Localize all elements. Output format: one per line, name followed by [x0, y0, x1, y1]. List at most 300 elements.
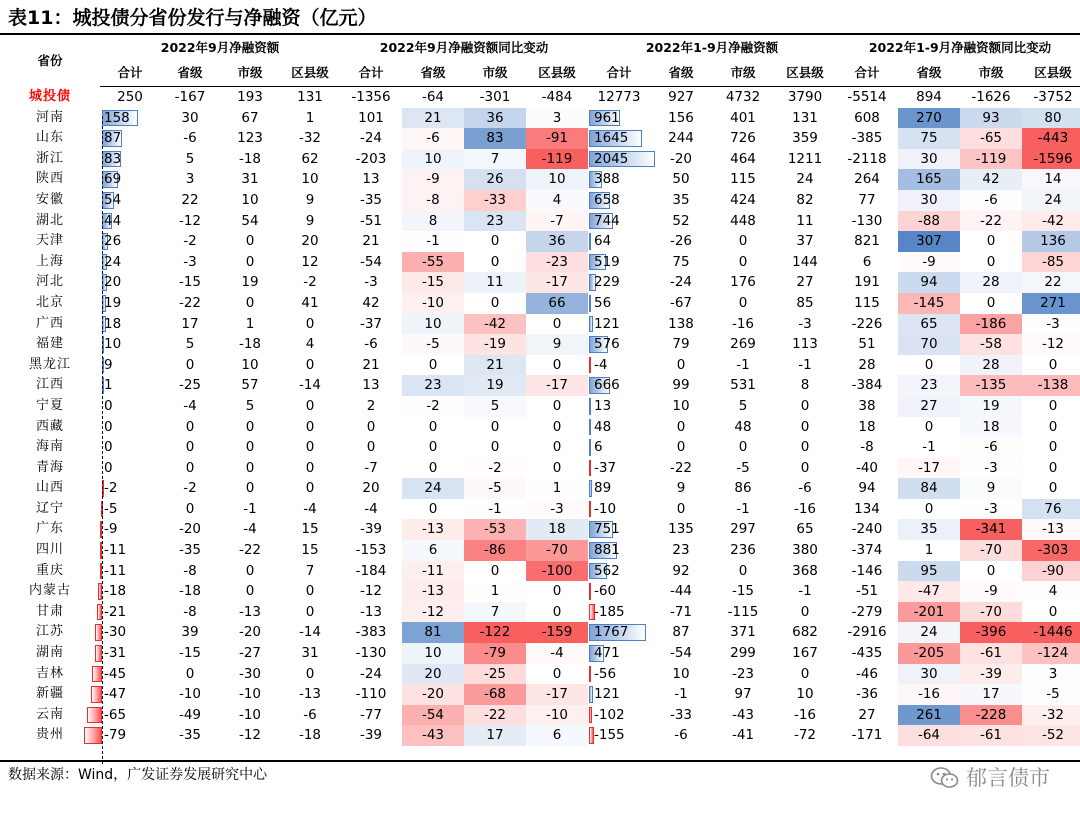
- cell-value: -70: [526, 540, 588, 561]
- cell-value: -115: [727, 603, 759, 620]
- cell-value: -13: [359, 603, 383, 620]
- cell-value: 11: [796, 212, 814, 229]
- cell-value: -12: [402, 602, 464, 623]
- cell-value: 10: [104, 336, 122, 353]
- cell-value: -1: [898, 437, 960, 458]
- cell-value: 0: [738, 233, 748, 250]
- cell-value: 368: [792, 562, 818, 579]
- bar-cell: [588, 643, 650, 664]
- bar-cell: [100, 499, 160, 520]
- table-row: [0, 519, 1080, 540]
- cell-value: 726: [730, 130, 756, 147]
- cell-value: 10: [526, 169, 588, 190]
- cell-value: 1: [526, 478, 588, 499]
- cell-value: -9: [104, 521, 118, 538]
- cell-value: 24: [104, 253, 122, 270]
- subcol-header: 区县级: [280, 60, 340, 87]
- cell-value: -119: [526, 149, 588, 170]
- subcol-header: 合计: [588, 60, 650, 87]
- cell-value: 83: [104, 150, 122, 167]
- cell-value: -33: [464, 190, 526, 211]
- bar-cell: [100, 128, 160, 149]
- cell-value: -5514: [847, 89, 887, 105]
- cell-value: 83: [464, 128, 526, 149]
- cell-value: -6: [183, 130, 197, 147]
- cell-value: -23: [526, 252, 588, 273]
- cell-value: 0: [960, 231, 1022, 252]
- table-row: [0, 437, 1080, 458]
- cell-value: 1: [245, 315, 255, 332]
- cell-value: -42: [1022, 211, 1080, 232]
- cell-value: -119: [960, 149, 1022, 170]
- cell-value: -90: [1022, 561, 1080, 582]
- province-name: 天津: [35, 233, 64, 249]
- cell-value: 0: [1022, 417, 1080, 438]
- cell-value: -201: [898, 602, 960, 623]
- bottom-rule: [0, 760, 1080, 762]
- cell-value: -24: [359, 130, 383, 147]
- cell-value: 0: [402, 499, 464, 520]
- cell-value: 0: [305, 665, 315, 682]
- cell-value: -3: [526, 499, 588, 520]
- table-row: [0, 314, 1080, 335]
- cell-value: 20: [104, 274, 122, 291]
- cell-value: -2: [464, 458, 526, 479]
- cell-value: 62: [301, 150, 319, 167]
- cell-value: -6: [798, 480, 812, 497]
- cell-value: 138: [668, 315, 694, 332]
- cell-value: -39: [359, 727, 383, 744]
- cell-value: 1: [898, 540, 960, 561]
- cell-value: 261: [898, 705, 960, 726]
- province-name: 江苏: [35, 624, 64, 640]
- cell-value: -240: [851, 521, 883, 538]
- cell-value: 66: [526, 293, 588, 314]
- cell-value: 0: [245, 459, 255, 476]
- cell-value: -205: [898, 643, 960, 664]
- cell-value: -37: [359, 315, 383, 332]
- cell-value: 0: [898, 499, 960, 520]
- cell-value: 101: [358, 109, 384, 126]
- cell-value: 81: [402, 622, 464, 643]
- province-name: 西藏: [35, 418, 64, 434]
- bar-cell: [588, 417, 650, 438]
- cell-value: -10: [238, 706, 262, 723]
- cell-value: -186: [960, 314, 1022, 335]
- cell-value: 15: [301, 521, 319, 538]
- cell-value: 751: [594, 521, 620, 538]
- cell-value: 36: [526, 231, 588, 252]
- cell-value: 75: [898, 128, 960, 149]
- cell-value: 79: [672, 336, 690, 353]
- cell-value: 0: [800, 459, 810, 476]
- bar-cell: [588, 581, 650, 602]
- cell-value: 0: [104, 418, 113, 435]
- cell-value: -13: [402, 519, 464, 540]
- cell-value: -13: [238, 603, 262, 620]
- cell-value: -6: [960, 190, 1022, 211]
- cell-value: 0: [960, 561, 1022, 582]
- cell-value: 93: [960, 108, 1022, 129]
- cell-value: 26: [464, 169, 526, 190]
- cell-value: 3790: [787, 89, 823, 105]
- province-name: 河北: [35, 274, 64, 290]
- cell-value: 5: [738, 397, 748, 414]
- cell-value: 64: [594, 233, 612, 250]
- province-header: 省份: [37, 53, 63, 69]
- cell-value: 19: [960, 396, 1022, 417]
- cell-value: 666: [594, 377, 620, 394]
- subcol-header: 省级: [160, 60, 220, 87]
- cell-value: 85: [796, 294, 814, 311]
- cell-value: 54: [241, 212, 259, 229]
- bar-cell: [588, 334, 650, 355]
- table-row: [0, 355, 1080, 376]
- cell-value: -130: [851, 212, 883, 229]
- cell-value: 27: [796, 274, 814, 291]
- bar-cell: [100, 375, 160, 396]
- cell-value: -54: [402, 705, 464, 726]
- cell-value: 48: [594, 418, 612, 435]
- cell-value: 0: [676, 356, 686, 373]
- cell-value: 0: [402, 355, 464, 376]
- province-name: 湖南: [35, 645, 64, 661]
- cell-value: -30: [104, 624, 127, 641]
- cell-value: 0: [245, 253, 255, 270]
- cell-value: -22: [960, 211, 1022, 232]
- table-row: [0, 705, 1080, 726]
- cell-value: 0: [464, 417, 526, 438]
- group-header: 2022年9月净融资额同比变动: [379, 40, 549, 55]
- bar-cell: [588, 293, 650, 314]
- cell-value: -159: [526, 622, 588, 643]
- cell-value: 17: [464, 725, 526, 746]
- cell-value: 0: [402, 458, 464, 479]
- cell-value: 7: [464, 602, 526, 623]
- table-row: [0, 293, 1080, 314]
- cell-value: -4: [183, 397, 197, 414]
- cell-value: 28: [960, 272, 1022, 293]
- cell-value: -43: [402, 725, 464, 746]
- province-name: 青海: [35, 459, 64, 475]
- cell-value: 250: [117, 89, 143, 105]
- cell-value: 2045: [594, 150, 629, 167]
- cell-value: 7: [305, 562, 315, 579]
- cell-value: -18: [104, 583, 127, 600]
- cell-value: 0: [898, 417, 960, 438]
- cell-value: 99: [672, 377, 690, 394]
- cell-value: 19: [464, 375, 526, 396]
- cell-value: 0: [738, 439, 748, 456]
- cell-value: 11: [464, 272, 526, 293]
- subcol-header: 省级: [402, 60, 464, 87]
- cell-value: 65: [898, 314, 960, 335]
- cell-value: 123: [237, 130, 263, 147]
- cell-value: -54: [359, 253, 383, 270]
- cell-value: 270: [898, 108, 960, 129]
- table-row: [0, 664, 1080, 685]
- cell-value: -23: [731, 665, 755, 682]
- cell-value: 0: [305, 480, 315, 497]
- cell-value: -10: [238, 686, 262, 703]
- subcol-header: 区县级: [526, 60, 588, 87]
- cell-value: 20: [301, 233, 319, 250]
- cell-value: 0: [305, 356, 315, 373]
- cell-value: -6: [674, 727, 688, 744]
- cell-value: 18: [858, 418, 876, 435]
- cell-value: -17: [526, 375, 588, 396]
- table-row: [0, 190, 1080, 211]
- subcol-header: 省级: [898, 60, 960, 87]
- cell-value: 56: [594, 294, 612, 311]
- cell-value: 9: [305, 212, 315, 229]
- cell-value: 54: [104, 191, 122, 208]
- cell-value: -58: [960, 334, 1022, 355]
- cell-value: -79: [464, 643, 526, 664]
- bar-cell: [588, 190, 650, 211]
- cell-value: 464: [730, 150, 756, 167]
- province-name: 山西: [35, 480, 64, 496]
- cell-value: -88: [898, 211, 960, 232]
- data-table: [0, 36, 1080, 746]
- table-row: [0, 252, 1080, 273]
- cell-value: 0: [800, 665, 810, 682]
- cell-value: -20: [669, 150, 693, 167]
- cell-value: -65: [104, 706, 127, 723]
- cell-value: 5: [185, 150, 195, 167]
- cell-value: -1: [798, 356, 812, 373]
- cell-value: 144: [792, 253, 818, 270]
- cell-value: 24: [796, 171, 814, 188]
- cell-value: 0: [1022, 602, 1080, 623]
- cell-value: -70: [960, 540, 1022, 561]
- cell-value: 80: [1022, 108, 1080, 129]
- cell-value: 5: [464, 396, 526, 417]
- cell-value: -4: [364, 500, 378, 517]
- cell-value: 1: [305, 109, 315, 126]
- cell-value: -1: [464, 499, 526, 520]
- table-title: 表11：城投债分省份发行与净融资（亿元）: [8, 7, 377, 29]
- table-row: [0, 478, 1080, 499]
- bar-cell: [588, 211, 650, 232]
- cell-value: -122: [464, 622, 526, 643]
- cell-value: -3: [1022, 314, 1080, 335]
- cell-value: -228: [960, 705, 1022, 726]
- cell-value: -64: [421, 89, 445, 105]
- table-row: [0, 128, 1080, 149]
- cell-value: 115: [730, 171, 756, 188]
- cell-value: 48: [734, 418, 752, 435]
- bar-cell: [588, 602, 650, 623]
- cell-value: 229: [594, 274, 620, 291]
- province-name: 福建: [35, 336, 64, 352]
- table-row: [0, 87, 1080, 108]
- cell-value: 8: [800, 377, 810, 394]
- province-name: 陕西: [35, 171, 64, 187]
- cell-value: -100: [526, 561, 588, 582]
- bar-cell: [588, 108, 650, 129]
- cell-value: 87: [672, 624, 690, 641]
- bar-cell: [588, 519, 650, 540]
- cell-value: -2: [104, 480, 118, 497]
- cell-value: -155: [594, 727, 625, 744]
- cell-value: 20: [402, 664, 464, 685]
- cell-value: -24: [359, 665, 383, 682]
- cell-value: -2916: [847, 624, 887, 641]
- table-row: [0, 602, 1080, 623]
- cell-value: -1: [736, 500, 750, 517]
- cell-value: -17: [898, 458, 960, 479]
- cell-value: 9: [676, 480, 686, 497]
- subcol-header: 市级: [220, 60, 280, 87]
- cell-value: -18: [238, 336, 262, 353]
- cell-value: -8: [402, 190, 464, 211]
- bar-cell: [100, 149, 160, 170]
- cell-value: 0: [526, 437, 588, 458]
- bar-cell: [100, 705, 160, 726]
- cell-value: 0: [1022, 396, 1080, 417]
- cell-value: 44: [104, 212, 122, 229]
- cell-value: -9: [960, 581, 1022, 602]
- cell-value: 8: [402, 211, 464, 232]
- cell-value: 113: [792, 336, 818, 353]
- table-row: [0, 396, 1080, 417]
- bar-cell: [588, 375, 650, 396]
- cell-value: 52: [672, 212, 690, 229]
- province-name: 北京: [35, 294, 64, 310]
- cell-value: 744: [594, 212, 620, 229]
- cell-value: -41: [731, 727, 755, 744]
- cell-value: -301: [479, 89, 511, 105]
- bar-cell: [100, 272, 160, 293]
- cell-value: -3: [960, 499, 1022, 520]
- cell-value: -85: [1022, 252, 1080, 273]
- cell-value: 0: [1022, 478, 1080, 499]
- cell-value: -6: [960, 437, 1022, 458]
- cell-value: 448: [730, 212, 756, 229]
- cell-value: -26: [669, 233, 693, 250]
- cell-value: 65: [796, 521, 814, 538]
- cell-value: 1211: [787, 150, 823, 167]
- cell-value: 0: [526, 458, 588, 479]
- cell-value: 0: [245, 418, 255, 435]
- province-name: 甘肃: [35, 603, 64, 619]
- cell-value: 18: [960, 417, 1022, 438]
- subcol-header: 合计: [340, 60, 402, 87]
- cell-value: -1446: [1022, 622, 1080, 643]
- cell-value: 271: [1022, 293, 1080, 314]
- cell-value: -153: [355, 542, 387, 559]
- bar-cell: [588, 561, 650, 582]
- cell-value: 21: [362, 233, 380, 250]
- table-row: [0, 108, 1080, 129]
- bar-cell: [588, 540, 650, 561]
- cell-value: -146: [851, 562, 883, 579]
- cell-value: 89: [594, 480, 612, 497]
- cell-value: 12: [301, 253, 319, 270]
- cell-value: 156: [668, 109, 694, 126]
- cell-value: 13: [594, 397, 612, 414]
- cell-value: -20: [402, 684, 464, 705]
- cell-value: -17: [526, 684, 588, 705]
- cell-value: -49: [178, 706, 202, 723]
- cell-value: 0: [185, 418, 195, 435]
- cell-value: 0: [464, 252, 526, 273]
- cell-value: -8: [183, 603, 197, 620]
- cell-value: -64: [898, 725, 960, 746]
- cell-value: -43: [731, 706, 755, 723]
- cell-value: 424: [730, 191, 756, 208]
- cell-value: 371: [730, 624, 756, 641]
- cell-value: -21: [104, 603, 127, 620]
- cell-value: 0: [366, 439, 376, 456]
- subcol-header: 市级: [960, 60, 1022, 87]
- bar-cell: [588, 705, 650, 726]
- cell-value: -226: [851, 315, 883, 332]
- bar-cell: [588, 169, 650, 190]
- cell-value: -171: [851, 727, 883, 744]
- cell-value: 682: [792, 624, 818, 641]
- cell-value: 136: [1022, 231, 1080, 252]
- cell-value: 27: [898, 396, 960, 417]
- cell-value: 0: [104, 459, 113, 476]
- cell-value: 359: [792, 130, 818, 147]
- cell-value: 27: [858, 706, 876, 723]
- cell-value: -203: [355, 150, 387, 167]
- cell-value: -1356: [351, 89, 391, 105]
- bar-cell: [100, 252, 160, 273]
- province-name: 江西: [35, 377, 64, 393]
- province-name: 海南: [35, 439, 64, 455]
- province-name: 云南: [35, 706, 64, 722]
- cell-value: 519: [594, 253, 620, 270]
- cell-value: -385: [851, 130, 883, 147]
- cell-value: -54: [669, 645, 693, 662]
- cell-value: -52: [1022, 725, 1080, 746]
- subcol-header: 区县级: [1022, 60, 1080, 87]
- cell-value: 31: [241, 171, 259, 188]
- cell-value: 167: [792, 645, 818, 662]
- cell-value: 0: [738, 294, 748, 311]
- cell-value: -51: [359, 212, 383, 229]
- cell-value: 0: [464, 293, 526, 314]
- bar-cell: [100, 355, 160, 376]
- subcol-header: 市级: [464, 60, 526, 87]
- province-name: 广西: [35, 315, 64, 331]
- bar-cell: [588, 458, 650, 479]
- table-row: [0, 581, 1080, 602]
- cell-value: 134: [854, 500, 880, 517]
- cell-value: -61: [960, 643, 1022, 664]
- cell-value: -22: [669, 459, 693, 476]
- cell-value: -5: [1022, 684, 1080, 705]
- cell-value: -374: [851, 542, 883, 559]
- cell-value: -61: [960, 725, 1022, 746]
- cell-value: 299: [730, 645, 756, 662]
- cell-value: -37: [594, 459, 617, 476]
- cell-value: -1: [674, 686, 688, 703]
- cell-value: 35: [898, 519, 960, 540]
- cell-value: -11: [104, 542, 127, 559]
- cell-value: 135: [668, 521, 694, 538]
- cell-value: 0: [800, 418, 810, 435]
- cell-value: 26: [104, 233, 122, 250]
- bar-cell: [100, 643, 160, 664]
- cell-value: 0: [464, 231, 526, 252]
- cell-value: 37: [796, 233, 814, 250]
- province-name: 贵州: [35, 727, 64, 743]
- cell-value: -67: [669, 294, 693, 311]
